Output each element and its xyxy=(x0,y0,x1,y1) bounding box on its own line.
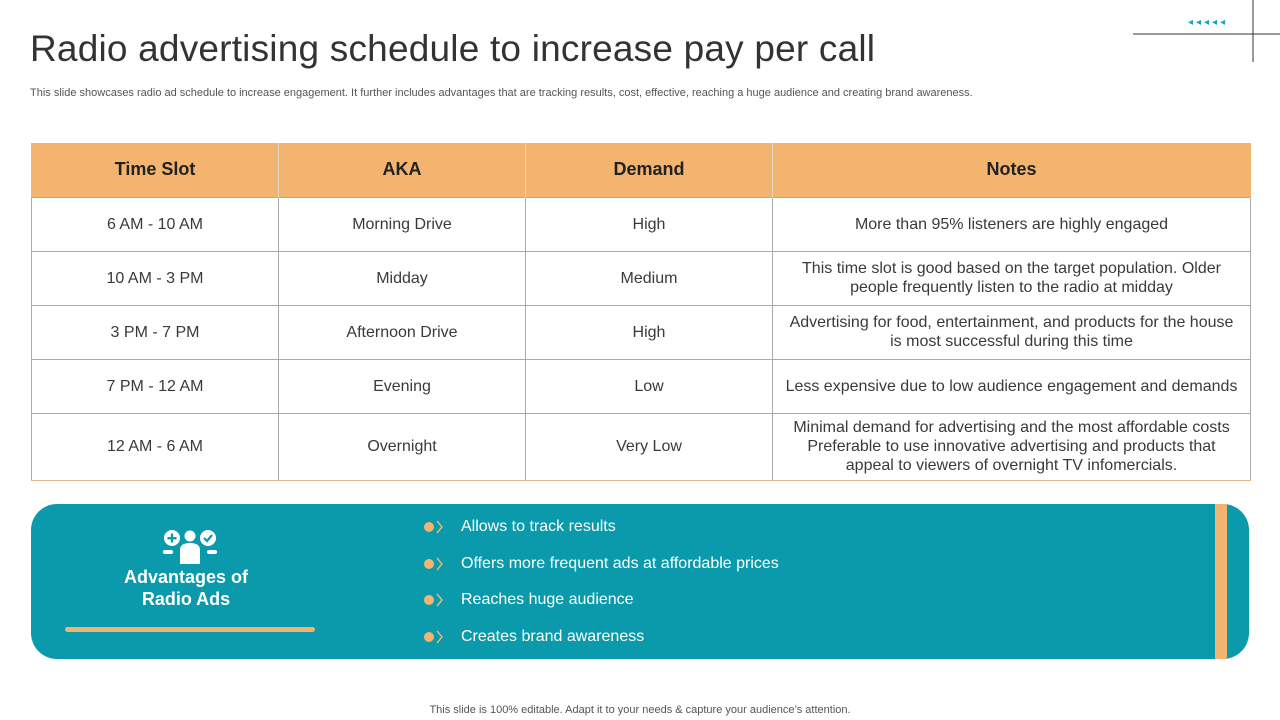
heading-underline xyxy=(65,627,315,632)
corner-crosshair-decoration xyxy=(1133,0,1280,62)
notes-cell: This time slot is good based on the target population. Older people frequently listen to the radio at midday xyxy=(773,251,1251,305)
list-item xyxy=(423,625,779,649)
time-slot-cell: 10 AM - 3 PM xyxy=(32,251,279,305)
advantages-list xyxy=(423,515,779,659)
bullet-dot-chevron-icon xyxy=(423,592,445,608)
header-notes: Notes xyxy=(773,143,1251,197)
demand-cell: High xyxy=(526,197,773,251)
notes-cell: Minimal demand for advertising and the most affordable costs Preferable to use innovative advertising and products that appeal to viewers of overnight TV infomercials. xyxy=(773,413,1251,480)
notes-cell: Less expensive due to low audience engagement and demands xyxy=(773,359,1251,413)
header-demand: Demand xyxy=(526,143,773,197)
time-slot-cell: 6 AM - 10 AM xyxy=(32,197,279,251)
bullet-dot-chevron-icon xyxy=(423,556,445,572)
demand-cell: Low xyxy=(526,359,773,413)
page-subtitle: This slide showcases radio ad schedule to increase engagement. It further includes advantages that are tracking results, cost, effective, reaching a huge audience and creating brand awareness. xyxy=(30,87,973,99)
advantage-text: Creates brand awareness xyxy=(461,627,645,645)
advantage-text: Allows to track results xyxy=(461,518,616,535)
notes-cell: Advertising for food, entertainment, and products for the house is most successful during this time xyxy=(773,305,1251,359)
aka-cell: Evening xyxy=(279,359,526,413)
radio-schedule-table xyxy=(31,143,1251,481)
page-title: Radio advertising schedule to increase pay per call xyxy=(30,28,876,69)
advantage-text: Reaches huge audience xyxy=(461,591,634,609)
table-row xyxy=(32,413,1251,480)
demand-cell: Medium xyxy=(526,251,773,305)
corner-arrows-icon: ◂◂◂◂◂ xyxy=(1188,17,1229,28)
advantages-heading: Advantages of Radio Ads xyxy=(123,567,249,609)
demand-cell: Very Low xyxy=(526,413,773,480)
time-slot-cell: 7 PM - 12 AM xyxy=(32,359,279,413)
bullet-dot-chevron-icon xyxy=(423,519,445,535)
list-item xyxy=(423,515,779,539)
people-plus-check-icon xyxy=(161,528,219,564)
advantages-panel xyxy=(31,504,1249,659)
aka-cell: Midday xyxy=(279,251,526,305)
table-row xyxy=(32,197,1251,251)
footer-note: This slide is 100% editable. Adapt it to your needs & capture your audience’s attention. xyxy=(429,704,851,716)
table-row xyxy=(32,251,1251,305)
table-header-row xyxy=(32,143,1251,197)
list-item xyxy=(423,552,779,576)
demand-cell: High xyxy=(526,305,773,359)
time-slot-cell: 12 AM - 6 AM xyxy=(32,413,279,480)
list-item xyxy=(423,588,779,612)
advantage-text: Offers more frequent ads at affordable prices xyxy=(461,554,779,572)
bullet-dot-chevron-icon xyxy=(423,629,445,645)
table-row xyxy=(32,305,1251,359)
notes-cell: More than 95% listeners are highly engaged xyxy=(773,197,1251,251)
time-slot-cell: 3 PM - 7 PM xyxy=(32,305,279,359)
header-time-slot: Time Slot xyxy=(32,143,279,197)
table-row xyxy=(32,359,1251,413)
aka-cell: Afternoon Drive xyxy=(279,305,526,359)
header-aka: AKA xyxy=(279,143,526,197)
aka-cell: Overnight xyxy=(279,413,526,480)
accent-stripe xyxy=(1215,504,1227,659)
aka-cell: Morning Drive xyxy=(279,197,526,251)
